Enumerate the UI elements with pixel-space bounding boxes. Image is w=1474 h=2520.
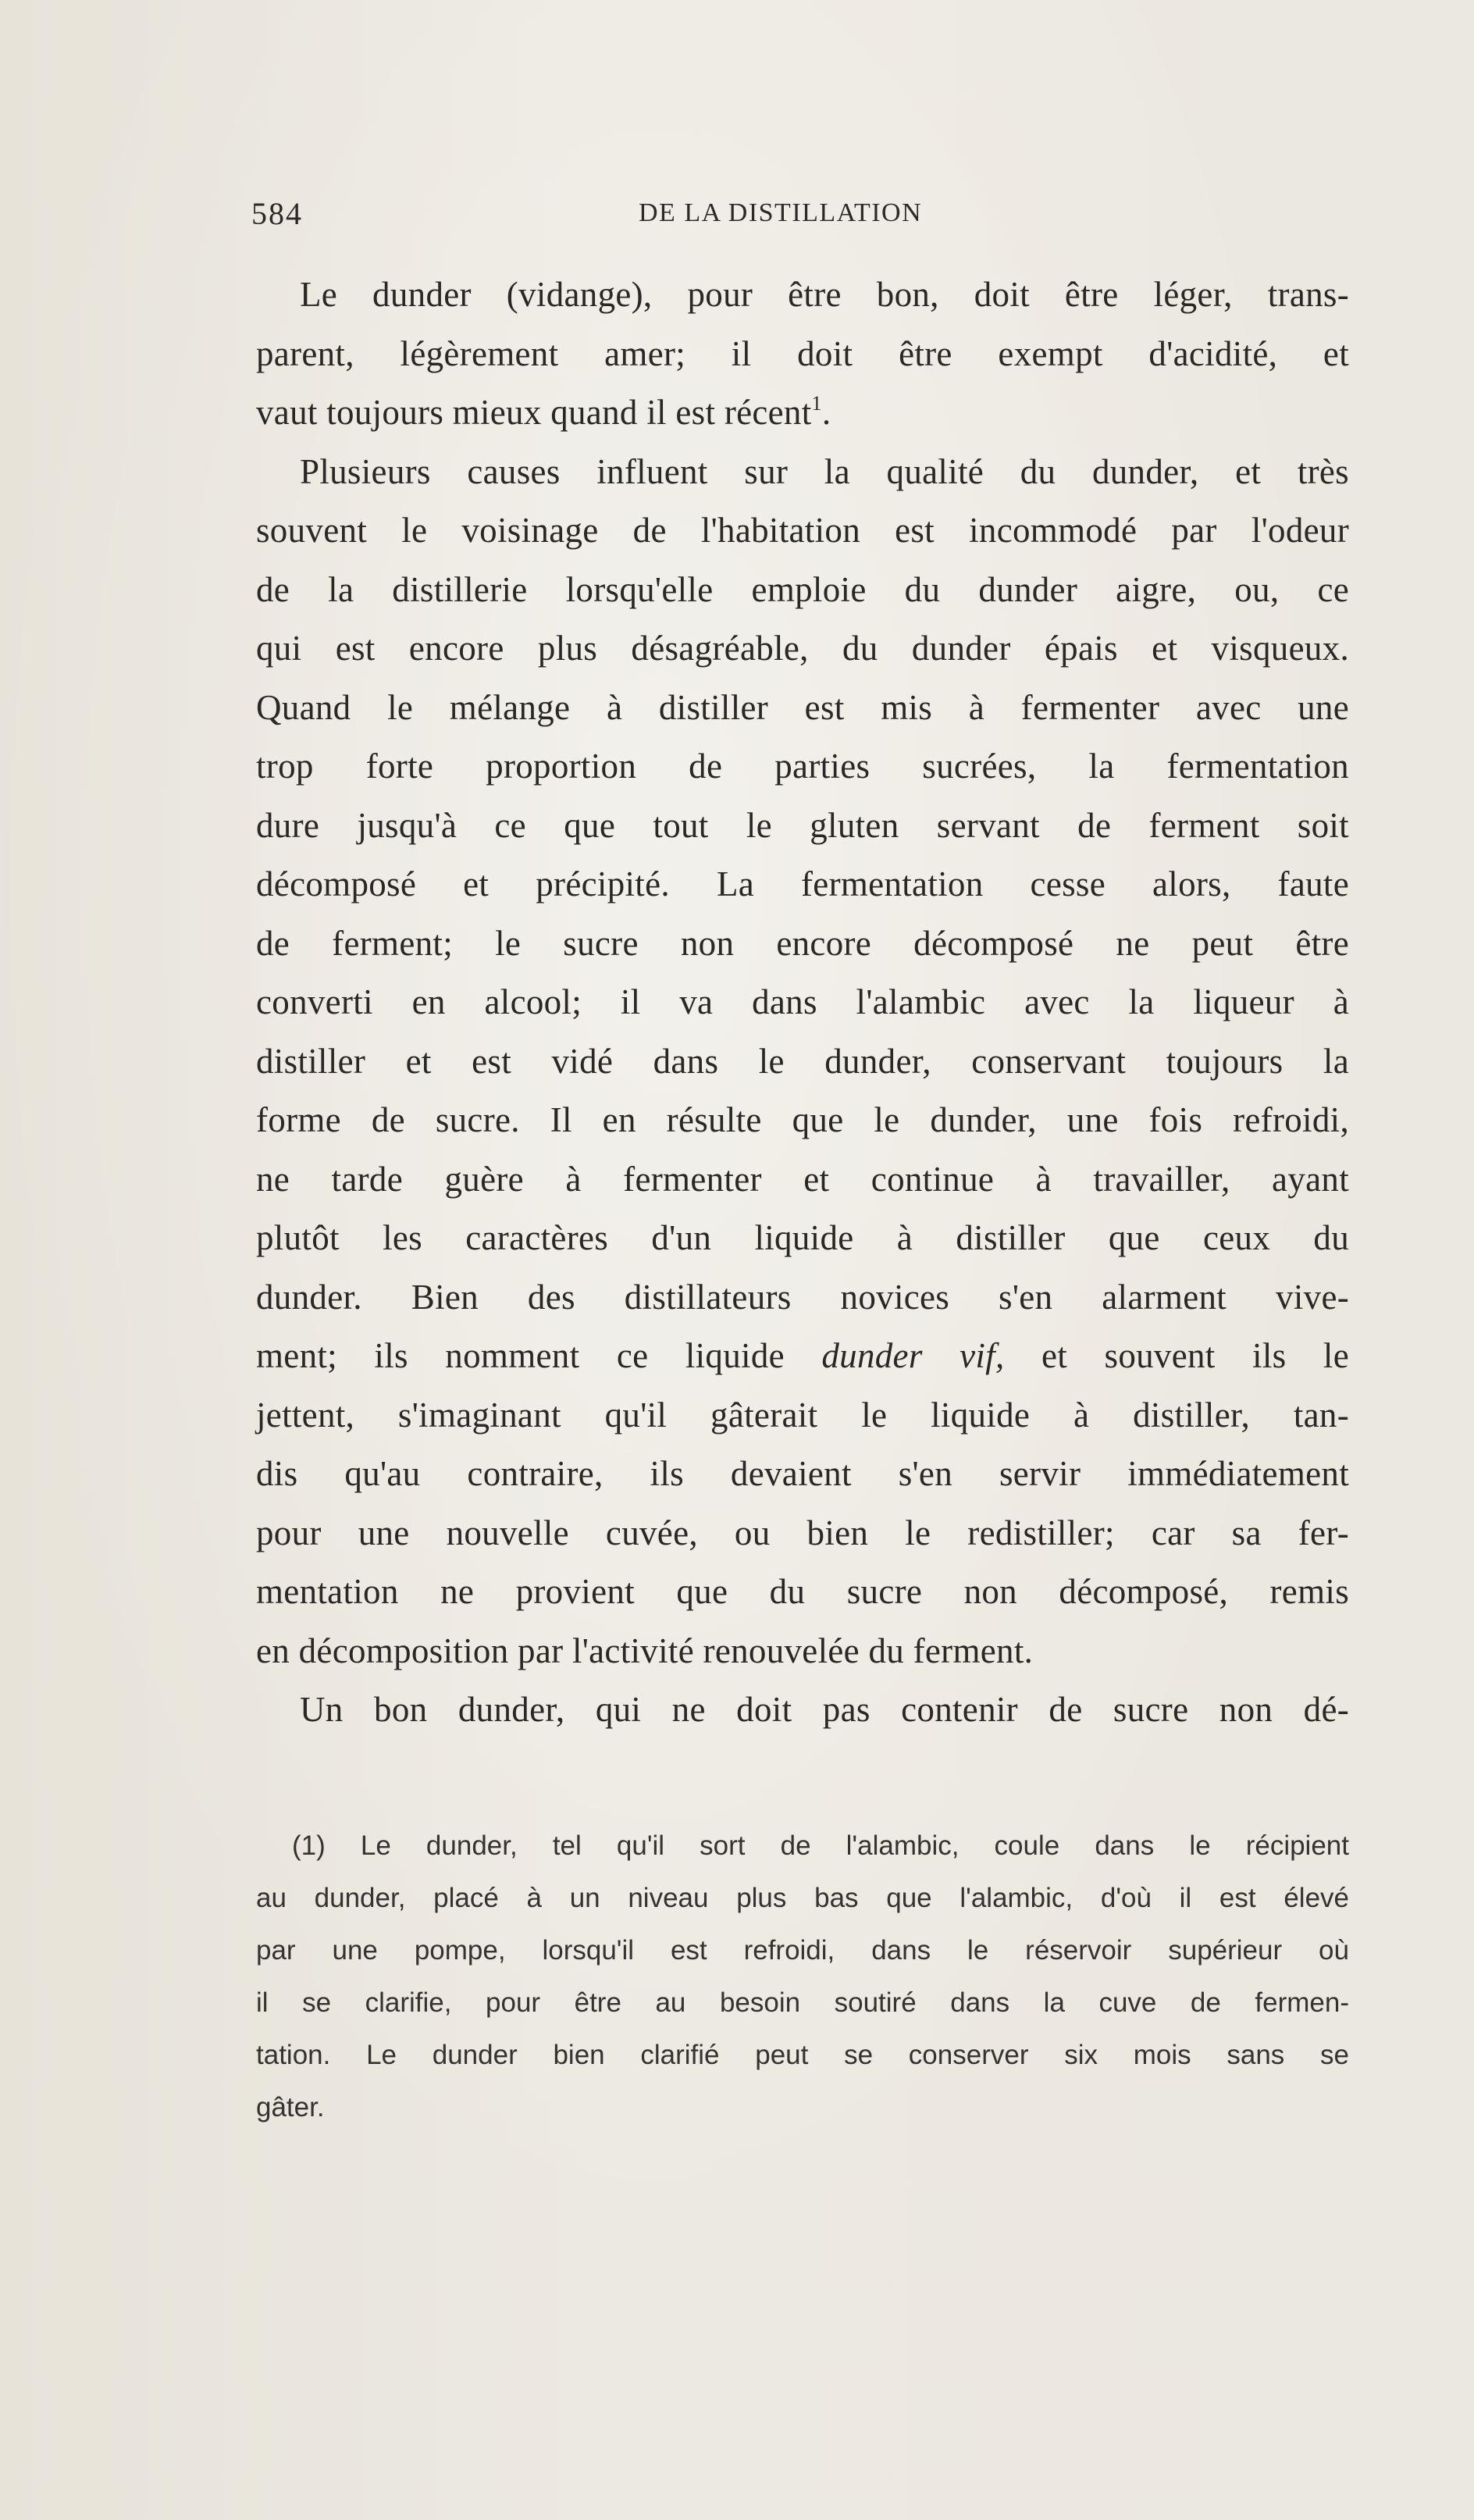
text-line: de la distillerie lorsqu'elle emploie du dunder aigre, ou, ce — [256, 569, 1349, 609]
text-line — [256, 1327, 1349, 1386]
text-line: dunder. Bien des distillateurs novices s'en alarment vive- — [256, 1277, 1349, 1317]
text-line: jettent, s'imaginant qu'il gâterait le liquide à distiller, tan- — [256, 1395, 1349, 1435]
text-line: en décomposition par l'activité renouvelée du ferment. — [256, 1631, 1034, 1670]
text-line: décomposé et précipité. La fermentation cesse alors, faute — [256, 864, 1349, 904]
text-line: dis qu'au contraire, ils devaient s'en servir immédiatement — [256, 1454, 1349, 1493]
footnote-marker: 1 — [811, 392, 822, 415]
text-line: dure jusqu'à ce que tout le gluten servant de ferment soit — [256, 805, 1349, 845]
footnote-line: (1) Le dunder, tel qu'il sort de l'alambic, coule dans le récipient — [292, 1830, 1349, 1861]
text-line-punctuation: . — [821, 393, 831, 432]
page-header — [251, 195, 1344, 242]
italic-phrase: dunder vif, — [821, 1336, 1005, 1375]
text-line: parent, légèrement amer; il doit être exempt d'acidité, et — [256, 333, 1349, 373]
footnote-line: au dunder, placé à un niveau plus bas que l'alambic, d'où il est élevé — [256, 1883, 1349, 1913]
footnote-line: il se clarifie, pour être au besoin soutiré dans la cuve de fermen- — [256, 1987, 1349, 2018]
running-head: DE LA DISTILLATION — [639, 198, 923, 227]
text-line-content: et souvent ils le — [1041, 1336, 1349, 1375]
page-number: 584 — [251, 196, 303, 231]
text-line: converti en alcool; il va dans l'alambic avec la liqueur à — [256, 982, 1349, 1021]
text-line: distiller et est vidé dans le dunder, conservant toujours la — [256, 1041, 1349, 1081]
text-line: Quand le mélange à distiller est mis à fermenter avec une — [256, 687, 1349, 727]
text-line: ne tarde guère à fermenter et continue à travailler, ayant — [256, 1159, 1349, 1199]
footnote-line: tation. Le dunder bien clarifié peut se conserver six mois sans se — [256, 2040, 1349, 2070]
text-line: Le dunder (vidange), pour être bon, doit être léger, trans- — [300, 275, 1349, 314]
text-line: pour une nouvelle cuvée, ou bien le redistiller; car sa fer- — [256, 1513, 1349, 1552]
body-text — [256, 266, 1349, 1740]
text-line: mentation ne provient que du sucre non décomposé, remis — [256, 1572, 1349, 1611]
text-line — [256, 383, 1349, 443]
text-line: trop forte proportion de parties sucrées, la fermentation — [256, 747, 1349, 786]
footnote-line: par une pompe, lorsqu'il est refroidi, dans le réservoir supérieur où — [256, 1935, 1349, 1966]
footnote-line: gâter. — [256, 2092, 325, 2123]
text-line: souvent le voisinage de l'habitation est incommodé par l'odeur — [256, 511, 1349, 550]
footnote — [256, 1820, 1349, 2133]
text-line: Plusieurs causes influent sur la qualité du dunder, et très — [300, 451, 1349, 491]
text-line: qui est encore plus désagréable, du dunder épais et visqueux. — [256, 629, 1349, 668]
text-line: de ferment; le sucre non encore décomposé ne peut être — [256, 923, 1349, 963]
text-line-content: ment; ils nomment ce liquide — [256, 1336, 785, 1375]
text-line-content: vaut toujours mieux quand il est récent — [256, 393, 812, 432]
text-line: Un bon dunder, qui ne doit pas contenir de sucre non dé- — [300, 1690, 1349, 1729]
text-line: plutôt les caractères d'un liquide à distiller que ceux du — [256, 1218, 1349, 1257]
text-line: forme de sucre. Il en résulte que le dunder, une fois refroidi, — [256, 1100, 1349, 1139]
